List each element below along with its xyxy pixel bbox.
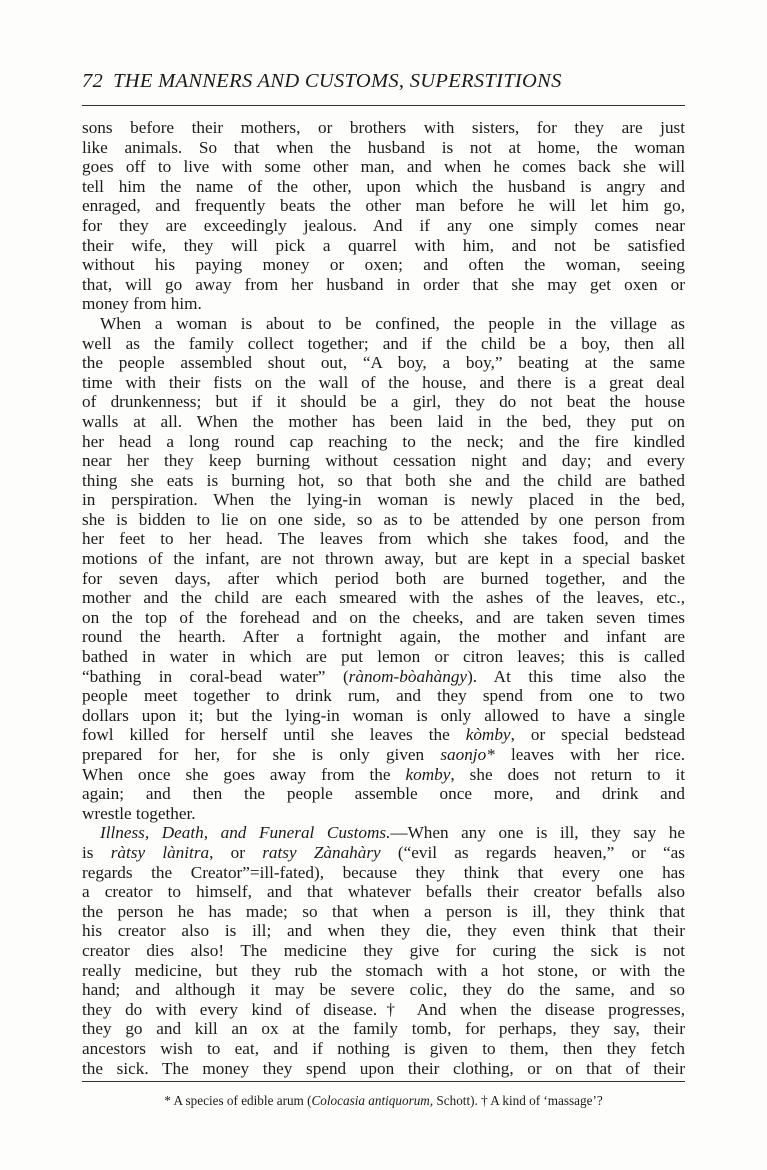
text-line bbox=[82, 980, 685, 1000]
text-line bbox=[82, 432, 685, 452]
line-text: , or bbox=[209, 842, 263, 862]
line-text: they go and kill an ox at the family tomb, for perhaps, they say, their bbox=[82, 1019, 685, 1039]
italic-term: kòmby bbox=[465, 725, 511, 745]
text-line bbox=[82, 118, 685, 138]
line-text: regards the Creator”=ill-fated), because they think that every one has bbox=[82, 862, 685, 882]
line-text: of drunkenness; but if it should be a girl, they do not beat the house bbox=[82, 392, 685, 412]
text-line bbox=[82, 725, 685, 745]
text-line bbox=[82, 765, 685, 785]
line-text: fowl killed for herself until she leaves the bbox=[82, 725, 466, 745]
line-text: creator dies also! The medicine they give for curing the sick is not bbox=[82, 940, 685, 960]
line-text: time with their fists on the wall of the house, and there is a great deal bbox=[82, 372, 685, 392]
line-text: “bathing in coral-bead water” ( bbox=[82, 666, 349, 686]
text-line bbox=[82, 608, 685, 628]
italic-term: ratsy Zànahàry bbox=[262, 842, 381, 862]
line-text: the person he has made; so that when a person is ill, they think that bbox=[82, 901, 685, 921]
line-text: the sick. The money they spend upon their clothing, or on that of their bbox=[82, 1058, 685, 1078]
line-text: money from him. bbox=[82, 294, 202, 314]
text-line bbox=[82, 549, 685, 569]
line-text: bathed in water in which are put lemon or citron leaves; this is called bbox=[82, 647, 685, 667]
line-text: , she does not return to it bbox=[450, 764, 685, 784]
text-line bbox=[82, 216, 685, 236]
line-text: prepared for her, for she is only given bbox=[82, 745, 441, 764]
running-header bbox=[82, 70, 685, 93]
line-text: a creator to himself, and that whatever befalls their creator befalls also bbox=[82, 882, 685, 902]
text-line bbox=[82, 569, 685, 589]
footnote bbox=[82, 1093, 685, 1109]
line-text: leaves with her rice. bbox=[494, 745, 685, 764]
text-line bbox=[82, 255, 685, 275]
text-line bbox=[82, 706, 685, 726]
body-text bbox=[82, 118, 685, 1078]
line-text: hand; and although it may be severe colic, they do the same, and so bbox=[82, 980, 685, 1000]
line-text: in perspiration. When the lying-in woman is newly placed in the bed, bbox=[82, 490, 685, 510]
line-text: is bbox=[82, 842, 111, 862]
text-line bbox=[82, 745, 685, 765]
line-text: thing she eats is burning hot, so that both she and the child are bathed bbox=[82, 470, 685, 490]
line-text: enraged, and frequently beats the other man before he will let him go, bbox=[82, 196, 685, 216]
line-text: her feet to her head. The leaves from which she takes food, and the bbox=[82, 529, 685, 549]
text-line bbox=[82, 902, 685, 922]
line-text: their wife, they will pick a quarrel with him, and not be satisfied bbox=[82, 235, 685, 255]
text-line bbox=[82, 412, 685, 432]
footnote-text-post: Schott). † A kind of ‘massage’? bbox=[433, 1093, 603, 1108]
text-line bbox=[82, 1000, 685, 1020]
text-line bbox=[82, 1059, 685, 1079]
text-line bbox=[82, 138, 685, 158]
italic-term: rànom-bòahàngy bbox=[348, 666, 468, 686]
line-text: tell him the name of the other, upon which the husband is angry and bbox=[82, 176, 685, 196]
text-line bbox=[82, 451, 685, 471]
text-line bbox=[82, 588, 685, 608]
text-line bbox=[82, 647, 685, 667]
line-text: sons before their mothers, or brothers with sisters, for they are just bbox=[82, 118, 685, 137]
italic-term: Illness, Death, and Funeral Customs. bbox=[100, 823, 391, 843]
line-text: When a woman is about to be confined, the people in the village as bbox=[100, 313, 685, 333]
line-text: (“evil as regards heaven,” or “as bbox=[380, 842, 685, 862]
text-line bbox=[82, 843, 685, 863]
line-text: without his paying money or oxen; and often the woman, seeing bbox=[82, 255, 685, 275]
text-line bbox=[82, 490, 685, 510]
text-line bbox=[82, 157, 685, 177]
text-line bbox=[82, 275, 685, 295]
text-line bbox=[82, 1039, 685, 1059]
italic-term: komby bbox=[405, 764, 451, 784]
italic-term: saonjo* bbox=[440, 745, 495, 764]
text-line bbox=[82, 823, 685, 843]
text-line bbox=[82, 686, 685, 706]
text-line bbox=[82, 882, 685, 902]
line-text: for they are exceedingly jealous. And if any one simply comes near bbox=[82, 215, 685, 235]
line-text: , or special bedstead bbox=[510, 725, 685, 745]
text-line bbox=[82, 294, 685, 314]
text-line bbox=[82, 804, 685, 824]
text-line bbox=[82, 236, 685, 256]
footnote-rule bbox=[82, 1081, 685, 1082]
line-text: When once she goes away from the bbox=[82, 764, 406, 784]
line-text: motions of the infant, are not thrown away, but are kept in a special basket bbox=[82, 549, 685, 569]
text-line bbox=[82, 961, 685, 981]
text-line bbox=[82, 1019, 685, 1039]
line-text: again; and then the people assemble once more, and drink and bbox=[82, 784, 685, 804]
text-line bbox=[82, 941, 685, 961]
italic-term: ràtsy lànitra bbox=[110, 842, 210, 862]
text-line bbox=[82, 863, 685, 883]
text-line bbox=[82, 921, 685, 941]
line-text: the people assembled shout out, “A boy, a boy,” beating at the same bbox=[82, 353, 685, 373]
footnote-text-pre: * A species of edible arum ( bbox=[164, 1093, 312, 1108]
text-line bbox=[82, 392, 685, 412]
line-text: her head a long round cap reaching to the neck; and the fire kindled bbox=[82, 431, 685, 451]
text-line bbox=[82, 627, 685, 647]
book-page bbox=[82, 0, 685, 1170]
line-text: ). At this time also the bbox=[467, 666, 685, 686]
line-text: people meet together to drink rum, and they spend from one to two bbox=[82, 686, 685, 706]
line-text: wrestle together. bbox=[82, 803, 196, 823]
line-text: ancestors wish to eat, and if nothing is given to them, then they fetch bbox=[82, 1038, 685, 1058]
page-number: 72 bbox=[82, 70, 104, 92]
text-line bbox=[82, 471, 685, 491]
running-title: THE MANNERS AND CUSTOMS, SUPERSTITIONS bbox=[113, 70, 562, 92]
line-text: his creator also is ill; and when they die, they even think that their bbox=[82, 921, 685, 941]
line-text: dollars upon it; but the lying-in woman is only allowed to have a single bbox=[82, 705, 685, 725]
line-text: that, will go away from her husband in order that she may get oxen or bbox=[82, 274, 685, 294]
line-text: like animals. So that when the husband is not at home, the woman bbox=[82, 137, 685, 157]
text-line bbox=[82, 784, 685, 804]
line-text: really medicine, but they rub the stomach with a hot stone, or with the bbox=[82, 960, 685, 980]
text-line bbox=[82, 510, 685, 530]
text-line bbox=[82, 353, 685, 373]
footnote-text-italic: Colocasia antiquorum, bbox=[311, 1093, 434, 1108]
line-text: mother and the child are each smeared with the ashes of the leaves, etc., bbox=[82, 588, 685, 608]
text-line bbox=[82, 334, 685, 354]
line-text: well as the family collect together; and if the child be a boy, then all bbox=[82, 333, 685, 353]
header-rule bbox=[82, 105, 685, 106]
text-line bbox=[82, 177, 685, 197]
line-text: goes off to live with some other man, and when he comes back she will bbox=[82, 157, 685, 177]
text-line bbox=[82, 314, 685, 334]
text-line bbox=[82, 196, 685, 216]
text-line bbox=[82, 373, 685, 393]
text-line bbox=[82, 529, 685, 549]
line-text: near her they keep burning without cessation night and day; and every bbox=[82, 451, 685, 471]
line-text: for seven days, after which period both are burned together, and the bbox=[82, 568, 685, 588]
line-text: they do with every kind of disease.† And when the disease progresses, bbox=[82, 999, 685, 1019]
line-text: —When any one is ill, they say he bbox=[390, 823, 685, 843]
line-text: walls at all. When the mother has been laid in the bed, they put on bbox=[82, 411, 685, 431]
line-text: round the hearth. After a fortnight again, the mother and infant are bbox=[82, 627, 685, 647]
text-line bbox=[82, 667, 685, 687]
line-text: she is bidden to lie on one side, so as to be attended by one person from bbox=[82, 509, 685, 529]
line-text: on the top of the forehead and on the cheeks, and are taken seven times bbox=[82, 607, 685, 627]
